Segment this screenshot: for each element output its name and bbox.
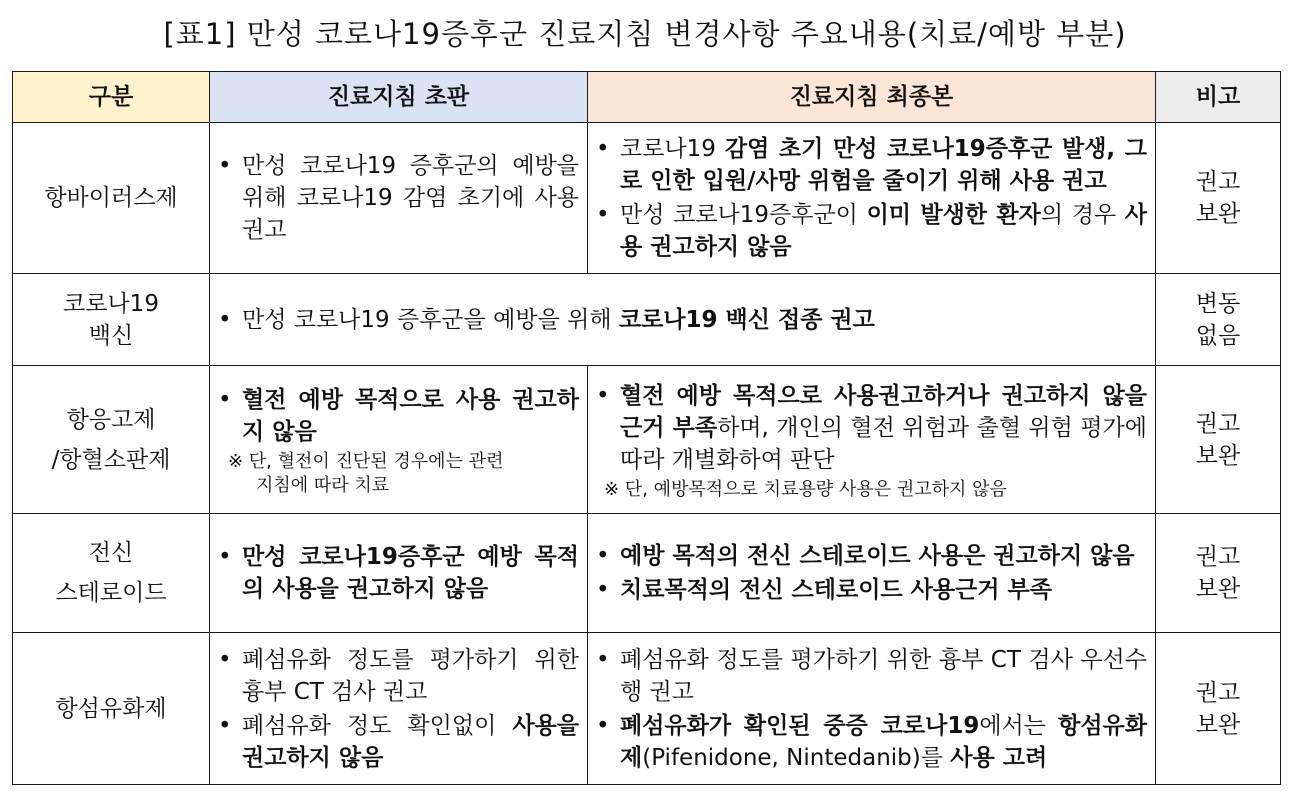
list-item: • 만성 코로나19 증후군을 예방을 위해 코로나19 백신 접종 권고 <box>218 304 1147 336</box>
table-row-antifibrotic <box>13 633 1281 785</box>
reference-note: ※ 단, 혈전이 진단된 경우에는 관련 지침에 따라 치료 <box>228 450 504 496</box>
table-row-steroid <box>13 514 1281 633</box>
header-category: 구분 <box>13 72 210 123</box>
initial-cell <box>210 633 588 785</box>
bullet-icon: • <box>218 646 232 673</box>
list-item: • 치료목적의 전신 스테로이드 사용근거 부족 <box>596 574 1147 606</box>
initial-cell <box>210 123 588 274</box>
list-item: • 코로나19 감염 초기 만성 코로나19증후군 발생, 그로 인한 입원/사망 위험을 줄이기 위해 사용 권고 <box>596 133 1147 197</box>
category-cell: 항섬유화제 <box>13 633 210 785</box>
initial-cell <box>210 366 588 514</box>
bullet-icon: • <box>218 306 232 333</box>
final-cell <box>588 123 1156 274</box>
header-initial-version: 진료지침 초판 <box>210 72 588 123</box>
category-cell: 전신 스테로이드 <box>13 514 210 633</box>
list-item: • 만성 코로나19증후군 예방 목적의 사용을 권고하지 않음 <box>218 541 579 605</box>
note-cell: 변동 없음 <box>1156 274 1281 366</box>
guideline-comparison-table <box>12 71 1281 785</box>
list-item: • 만성 코로나19 증후군의 예방을 위해 코로나19 감염 초기에 사용 권고 <box>218 150 579 246</box>
note-cell: 권고 보완 <box>1156 633 1281 785</box>
list-item: • 폐섬유화 정도를 평가하기 위한 흉부 CT 검사 권고 <box>218 644 579 708</box>
bullet-icon: • <box>596 577 610 603</box>
bullet-icon: • <box>218 544 232 570</box>
merged-content-cell <box>210 274 1156 366</box>
table-row-vaccine <box>13 274 1281 366</box>
final-cell <box>588 514 1156 633</box>
list-item: • 혈전 예방 목적으로 사용권고하거나 권고하지 않을 근거 부족하며, 개인의 혈전 위험과 출혈 위험 평가에 따라 개별화하여 판단 <box>596 380 1147 476</box>
document-title: [표1] 만성 코로나19증후군 진료지침 변경사항 주요내용(치료/예방 부분) <box>163 17 1127 51</box>
final-cell <box>588 633 1156 785</box>
list-item: • 혈전 예방 목적으로 사용 권고하지 않음 <box>218 384 579 448</box>
list-item: • 폐섬유화 정도 확인없이 사용을 권고하지 않음 <box>218 710 579 774</box>
category-cell: 코로나19 백신 <box>13 274 210 366</box>
bullet-icon: • <box>218 386 232 413</box>
note-cell: 권고 보완 <box>1156 123 1281 274</box>
initial-cell <box>210 514 588 633</box>
note-cell: 권고 보완 <box>1156 514 1281 633</box>
bullet-icon: • <box>596 543 610 569</box>
reference-note: ※ 단, 예방목적으로 치료용량 사용은 권고하지 않음 <box>604 478 1007 500</box>
bullet-icon: • <box>596 712 610 739</box>
list-item: • 폐섬유화 정도를 평가하기 위한 흉부 CT 검사 우선수행 권고 <box>596 644 1147 708</box>
header-row <box>13 72 1281 123</box>
bullet-icon: • <box>596 136 610 162</box>
header-note: 비고 <box>1156 72 1281 123</box>
table-row-antiviral <box>13 123 1281 274</box>
bullet-icon: • <box>596 646 610 673</box>
header-final-version: 진료지침 최종본 <box>588 72 1156 123</box>
bullet-icon: • <box>218 153 232 179</box>
list-item: • 예방 목적의 전신 스테로이드 사용은 권고하지 않음 <box>596 540 1147 572</box>
note-cell: 권고 보완 <box>1156 366 1281 514</box>
bullet-icon: • <box>218 712 232 739</box>
table-row-anticoagulant <box>13 366 1281 514</box>
bullet-icon: • <box>596 202 610 228</box>
list-item: • 만성 코로나19증후군이 이미 발생한 환자의 경우 사용 권고하지 않음 <box>596 199 1147 263</box>
category-cell: 항응고제 /항혈소판제 <box>13 366 210 514</box>
bullet-icon: • <box>596 382 610 409</box>
final-cell <box>588 366 1156 514</box>
list-item: • 폐섬유화가 확인된 중증 코로나19에서는 항섬유화제(Pifenidone, Nintedanib)를 사용 고려 <box>596 710 1147 774</box>
category-cell: 항바이러스제 <box>13 123 210 274</box>
